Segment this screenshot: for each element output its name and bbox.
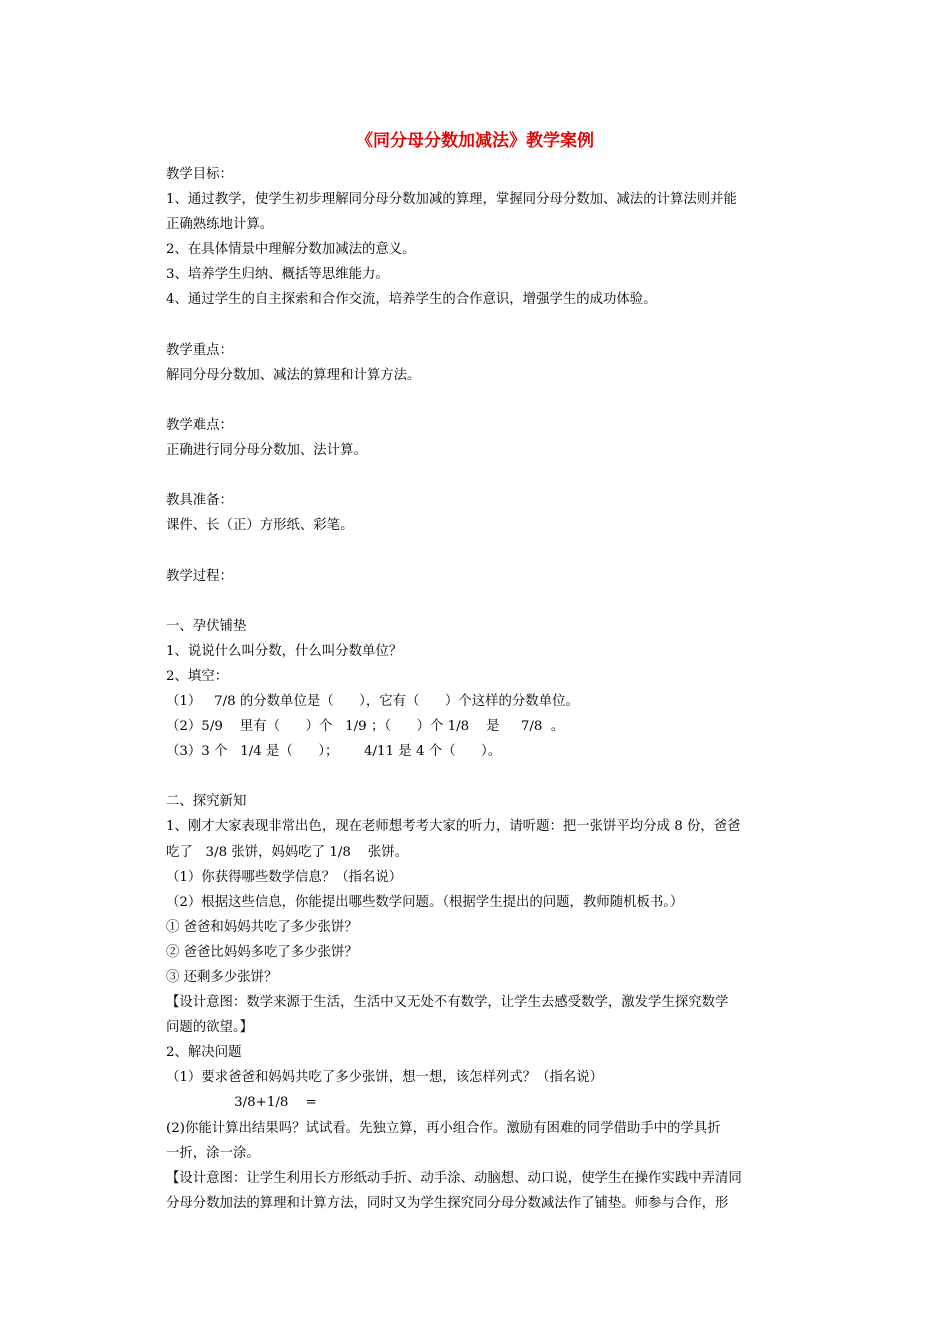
blank-line	[166, 589, 788, 614]
text-line: 教学难点：	[166, 417, 233, 433]
text-line: 1、刚才大家表现非常出色，现在老师想考考大家的听力，请听题：把一张饼平均分成 8 份，爸爸	[166, 819, 741, 835]
document-body	[166, 162, 788, 1216]
blank-line	[166, 538, 788, 563]
text-line: 3、培养学生归纳、概括等思维能力。	[166, 267, 389, 283]
text-line: 教学过程：	[166, 568, 233, 584]
text-line: 教具准备：	[166, 493, 233, 509]
text-line: （3）3 个 1/4 是（ ）； 4/11 是 4 个（ ）。	[166, 744, 502, 760]
text-line: 问题的欲望。】	[166, 1020, 254, 1036]
text-line: 1、说说什么叫分数，什么叫分数单位？	[166, 643, 403, 659]
text-line: 吃了 3/8 张饼，妈妈吃了 1/8 张饼。	[166, 844, 409, 860]
text-line: 1、通过教学，使学生初步理解同分母分数加减的算理，掌握同分母分数加、减法的计算法则并能	[166, 192, 737, 208]
text-line: 2、解决问题	[166, 1045, 242, 1061]
blank-line	[166, 388, 788, 413]
blank-line	[166, 764, 788, 789]
text-line: 解同分母分数加、减法的算理和计算方法。	[166, 367, 421, 383]
text-line: 2、在具体情景中理解分数加减法的意义。	[166, 242, 416, 258]
text-line: 一折，涂一涂。	[166, 1145, 260, 1161]
blank-line	[166, 463, 788, 488]
text-line: 【设计意图：数学来源于生活，生活中又无处不有数学，让学生去感受数学，激发学生探究数学	[166, 995, 729, 1011]
text-line: （1）你获得哪些数学信息？（指名说）	[166, 869, 403, 885]
text-line: （2）根据这些信息，你能提出哪些数学问题。（根据学生提出的问题，教师随机板书。）	[166, 894, 684, 910]
text-line: ② 爸爸比妈妈多吃了多少张饼？	[166, 944, 358, 960]
blank-line	[166, 313, 788, 338]
text-line: 课件、长（正）方形纸、彩笔。	[166, 518, 354, 534]
text-line: （1） 7/8 的分数单位是（ ），它有（ ）个这样的分数单位。	[166, 693, 579, 709]
text-line: 正确熟练地计算。	[166, 217, 274, 233]
text-line: 分母分数加法的算理和计算方法，同时又为学生探究同分母分数减法作了铺垫。师参与合作，形	[166, 1195, 729, 1211]
text-line: 3/8+1/8 =	[166, 1095, 317, 1111]
text-line: 正确进行同分母分数加、法计算。	[166, 443, 367, 459]
text-line: （1）要求爸爸和妈妈共吃了多少张饼，想一想，该怎样列式？（指名说）	[166, 1070, 604, 1086]
text-line: （2）5/9 里有（ ）个 1/9 ；（ ）个 1/8 是 7/8 。	[166, 719, 565, 735]
text-line: ③ 还剩多少张饼？	[166, 970, 278, 985]
text-line: 【设计意图：让学生利用长方形纸动手折、动手涂、动脑想、动口说，使学生在操作实践中弄清同	[166, 1170, 742, 1186]
text-line: ① 爸爸和妈妈共吃了多少张饼？	[166, 919, 358, 935]
text-line: 教学目标：	[166, 167, 233, 182]
text-line: (2)你能计算出结果吗？试试看。先独立算，再小组合作。激励有困难的同学借助手中的学具折	[166, 1120, 721, 1136]
text-line: 4、通过学生的自主探索和合作交流，培养学生的合作意识，增强学生的成功体验。	[166, 292, 657, 308]
text-line: 二、探究新知	[166, 794, 247, 810]
text-line: 2、填空：	[166, 668, 229, 684]
text-line: 教学重点：	[166, 342, 233, 358]
document-title: 《同分母分数加减法》教学案例	[356, 131, 594, 151]
text-line: 一、孕伏铺垫	[166, 618, 247, 634]
